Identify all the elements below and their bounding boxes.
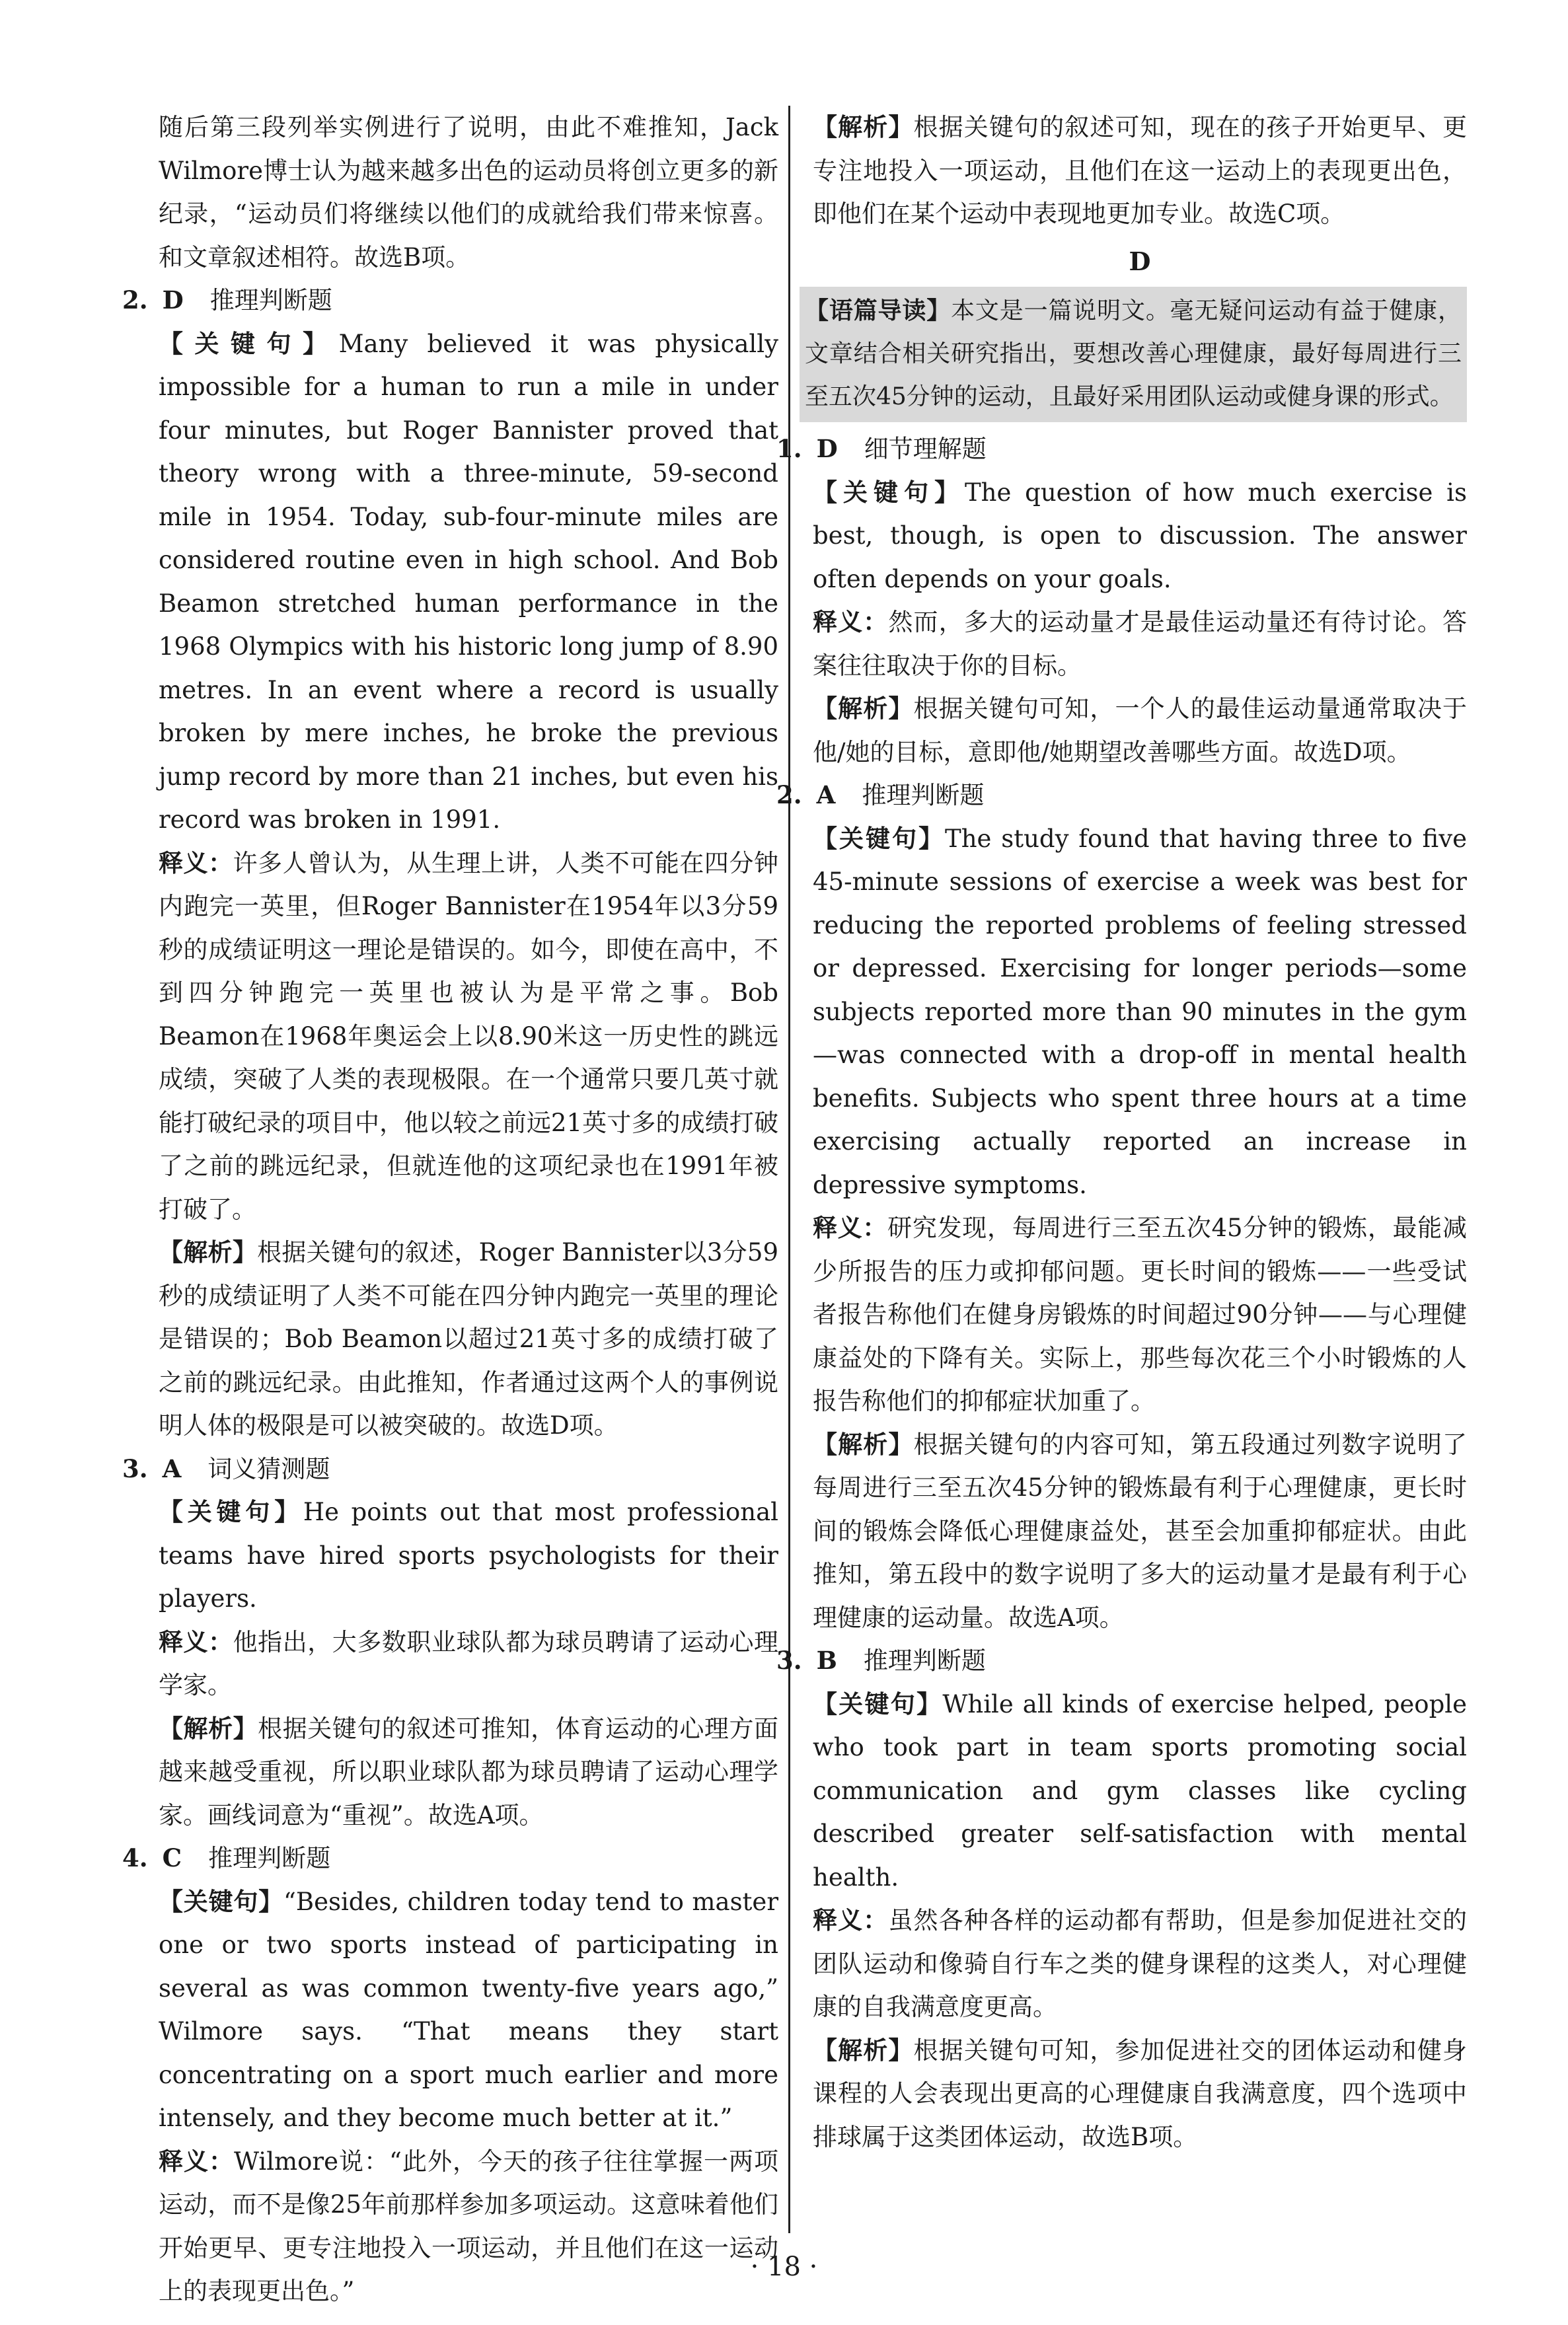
translation-label: 释义： [159,848,233,877]
question-header [122,1448,778,1491]
translation-text: 虽然各种各样的运动都有帮助，但是参加促进社交的团队运动和像骑自行车之类的健身课程的这类人，对心理健康的自我满意度更高。 [813,1906,1468,2021]
key-label: 【关键句】 [159,328,339,358]
translation-text: 研究发现，每周进行三至五次45分钟的锻炼，最能减少所报告的压力或抑郁问题。更长时间的锻炼——一些受试者报告称他们在健身房锻炼的时间超过90分钟——与心理健康益处的下降有关。实际上，那些每次花三个小时锻炼的人报告称他们的抑郁症状加重了。 [813,1214,1467,1415]
guide-text: 本文是一篇说明文。毫无疑问运动有益于健康，文章结合相关研究指出，要想改善心理健康，最好每周进行三至五次45分钟的运动，且最好采用团队运动或健身课的形式。 [805,297,1462,410]
analysis-text: 根据关键句的叙述可推知，体育运动的心理方面越来越受重视，所以职业球队都为球员聘请了运动心理学家。画线词意为“重视”。故选A项。 [159,1714,779,1829]
question-type: 推理判断题 [862,781,985,809]
question-type: 词义猜测题 [207,1454,330,1483]
question-number: 3. [776,1646,802,1675]
question-header [776,427,1467,471]
analysis-text: 根据关键句的内容可知，第五段通过列数字说明了每周进行三至五次45分钟的锻炼最有利于心理健康，更长时间的锻炼会降低心理健康益处，甚至会加重抑郁症状。由此推知，第五段中的数字说明了多大的运动量才是最有利于心理健康的运动量。故选A项。 [813,1430,1468,1632]
analysis-text: 根据关键句的叙述，Roger Bannister以3分59秒的成绩证明了人类不可能在四分钟内跑完一英里的理论是错误的；Bob Beamon以超过21英寸多的成绩打破了之前的跳远纪录。由此推知，作者通过这两个人的事例说明人体的极限是可以被突破的。故选D项。 [159,1238,779,1440]
translation [159,2140,778,2313]
question-number: 2. [122,285,148,314]
analysis-label: 【解析】 [159,1713,258,1743]
key-label: 【关键句】 [159,1497,303,1526]
question-2 [122,279,779,1448]
question-header [122,279,778,322]
question-header [776,774,1467,817]
key-sentence [159,1880,778,2140]
question-number: 2. [776,780,802,809]
question-type: 推理判断题 [208,1844,331,1872]
analysis-label: 【解析】 [813,2035,914,2065]
key-label: 【关键句】 [159,1886,283,1916]
translation [813,601,1467,687]
key-sentence [813,471,1467,601]
translation-label: 释义： [813,1905,889,1935]
key-sentence [159,322,778,842]
guide-label: 【语篇导读】 [805,297,952,324]
key-sentence-text: While all kinds of exercise helped, people who took part in team sports promoting social communication and gym classes like cycling described greater self-satisfaction with mental health. [813,1689,1468,1892]
translation [813,1206,1467,1423]
question-answer: B [816,1646,837,1675]
translation-label: 释义： [159,2146,235,2176]
analysis [159,1707,778,1837]
page-number: · 18 · [750,2252,818,2282]
question-4 [122,1837,779,2313]
intro-paragraph: 随后第三段列举实例进行了说明，由此不难推知，Jack Wilmore博士认为越来越多出色的运动员将创立更多的新纪录，“运动员们将继续以他们的成就给我们带来惊喜。和文章叙述相符。故选B项。 [159,113,778,272]
question-number: 1. [776,434,802,463]
translation [159,842,778,1232]
translation-text: 许多人曾认为，从生理上讲，人类不可能在四分钟内跑完一英里，但Roger Bannister在1954年以3分59秒的成绩证明这一理论是错误的。如今，即使在高中，不到四分钟跑完一英里也被认为是平常之事。Bob Beamon在1968年奥运会上以8.90米这一历史性的跳远成绩，突破了人类的表现极限。在一个通常只要几英寸就能打破纪录的项目中，他以较之前远21英寸多的成绩打破了之前的跳远纪录，但就连他的这项纪录也在1991年被打破了。 [159,848,778,1224]
analysis [813,687,1467,774]
translation-label: 释义： [159,1627,233,1656]
translation-label: 释义： [813,607,889,636]
column-divider [788,106,790,2233]
key-sentence-text: The question of how much exercise is best, though, is open to discussion. The answer often depends on your goals. [813,478,1467,593]
left-column [122,106,779,2313]
translation-label: 释义： [813,1213,888,1242]
question-answer: A [162,1454,182,1483]
section-title: D [1129,246,1151,276]
analysis-label: 【解析】 [813,112,914,141]
question-type: 推理判断题 [863,1646,986,1675]
key-sentence [813,817,1467,1207]
question-answer: A [816,780,836,809]
translation-text: Wilmore说：“此外，今天的孩子往往掌握一两项运动，而不是像25年前那样参加多项运动。这意味着他们开始更早、更专注地投入一项运动，并且他们在这一运动上的表现更出色。” [159,2147,779,2305]
key-label: 【关键句】 [813,1689,943,1718]
question-d2 [776,774,1468,1639]
analysis [813,1423,1467,1640]
key-sentence-text: He points out that most professional teams have hired sports psychologists for their players. [159,1498,778,1613]
question-type: 推理判断题 [209,286,332,314]
analysis-text: 根据关键句的叙述可知，现在的孩子开始更早、更专注地投入一项运动，且他们在这一运动上的表现更出色，即他们在某个运动中表现地更加专业。故选C项。 [813,113,1468,228]
key-sentence [813,1683,1467,1900]
key-sentence-text: The study found that having three to five 45-minute sessions of exercise a week was best for reducing the reported problems of feeling stressed or depressed. Exercising for longer periods—some subjects reported more than 90 minutes in the gym—was connected with a drop-off in mental health benefits. Subjects who spent three hours at a time exercising actually reported an increase in depressive symptoms. [813,824,1467,1199]
question-answer: C [162,1843,182,1872]
key-sentence-text: “Besides, children today tend to master one or two sports instead of participating in several as was common twenty-five years ago,” Wilmore says. “That means they start concentrating on a sport much earlier and more intensely, and they become much better at it.” [159,1887,779,2132]
translation [813,1899,1467,2029]
analysis [159,1231,778,1448]
right-column [776,106,1468,2159]
analysis-label: 【解析】 [159,1237,258,1267]
question-header [776,1639,1467,1683]
question-number: 3. [122,1454,148,1483]
question-type: 细节理解题 [864,435,987,463]
reading-guide-box [800,287,1467,422]
translation [159,1621,778,1707]
key-label: 【关键句】 [813,477,965,507]
question-answer: D [162,285,184,314]
analysis-text: 根据关键句可知，参加促进社交的团体运动和健身课程的人会表现出更高的心理健康自我满意度，四个选项中排球属于这类团体运动，故选B项。 [813,2036,1468,2151]
key-sentence-text: Many believed it was physically impossible for a human to run a mile in under four minutes, but Roger Bannister proved that theory wrong with a three-minute, 59-second mile in 1954. Today, sub-four-minute miles are considered routine even in high school. And Bob Beamon stretched human performance in the 1968 Olympics with his historic long jump of 8.90 metres. In an event where a record is usually broken by mere inches, he broke the previous jump record by more than 21 inches, but even his record was broken in 1991. [159,329,778,834]
question-d1 [776,427,1468,774]
question-number: 4. [122,1843,148,1872]
analysis [813,2029,1467,2159]
analysis-label: 【解析】 [813,694,914,723]
question-answer: D [816,434,838,463]
translation-text: 他指出，大多数职业球队都为球员聘请了运动心理学家。 [159,1627,778,1699]
analysis-text: 根据关键句可知，一个人的最佳运动量通常取决于他/她的目标，意即他/她期望改善哪些方面。故选D项。 [813,694,1468,766]
reading-guide [805,289,1462,418]
key-sentence [159,1491,778,1621]
translation-text: 然而，多大的运动量才是最佳运动量还有待讨论。答案往往取决于你的目标。 [813,608,1468,680]
analysis-label: 【解析】 [813,1429,914,1459]
question-3 [122,1448,779,1837]
question-d3 [776,1639,1468,2159]
question-header [122,1837,778,1880]
q4-analysis [813,106,1467,236]
key-label: 【关键句】 [813,823,946,853]
